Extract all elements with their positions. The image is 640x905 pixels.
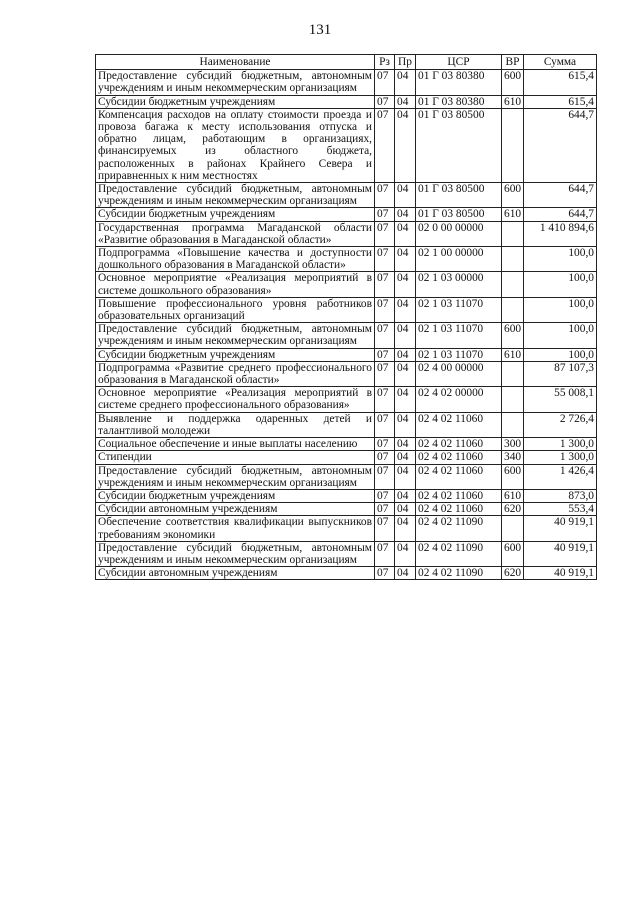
- row-sum: 2 726,4: [524, 412, 597, 437]
- row-rz: 07: [375, 221, 395, 246]
- row-vr: [502, 272, 524, 297]
- row-vr: [502, 247, 524, 272]
- row-name: Компенсация расходов на оплату стоимости проезда и провоза багажа к месту использования отпуска и обратно лицам, работающим в организациях, финансируемых из областного бюджета, расположенных в районах Крайнего Севера и приравненных к ним местностях: [96, 108, 375, 182]
- row-rz: 07: [375, 208, 395, 221]
- row-pr: 04: [395, 361, 416, 386]
- row-name: Основное мероприятие «Реализация мероприятий в системе среднего профессионального образования»: [96, 387, 375, 412]
- row-sum: 553,4: [524, 503, 597, 516]
- row-csr: 02 4 02 11060: [416, 503, 502, 516]
- row-csr: 02 0 00 00000: [416, 221, 502, 246]
- row-pr: 04: [395, 323, 416, 348]
- row-sum: 1 300,0: [524, 438, 597, 451]
- table-row: [96, 489, 597, 502]
- row-csr: 02 4 02 11090: [416, 541, 502, 566]
- row-csr: 02 4 02 11060: [416, 451, 502, 464]
- row-rz: 07: [375, 541, 395, 566]
- row-vr: [502, 297, 524, 322]
- table-row: [96, 464, 597, 489]
- row-rz: 07: [375, 323, 395, 348]
- row-sum: 615,4: [524, 95, 597, 108]
- row-vr: 610: [502, 348, 524, 361]
- row-csr: 02 4 02 11060: [416, 438, 502, 451]
- row-name: Социальное обеспечение и иные выплаты населению: [96, 438, 375, 451]
- row-sum: 644,7: [524, 208, 597, 221]
- table-row: [96, 348, 597, 361]
- row-vr: [502, 221, 524, 246]
- header-sum: Сумма: [524, 55, 597, 70]
- row-sum: 1 410 894,6: [524, 221, 597, 246]
- row-vr: 600: [502, 464, 524, 489]
- row-sum: 644,7: [524, 183, 597, 208]
- row-name: Стипендии: [96, 451, 375, 464]
- row-vr: [502, 361, 524, 386]
- row-rz: 07: [375, 108, 395, 182]
- row-csr: 02 4 02 11090: [416, 516, 502, 541]
- row-sum: 100,0: [524, 272, 597, 297]
- row-csr: 02 1 00 00000: [416, 247, 502, 272]
- row-name: Основное мероприятие «Реализация мероприятий в системе дошкольного образования»: [96, 272, 375, 297]
- row-sum: 100,0: [524, 297, 597, 322]
- row-pr: 04: [395, 387, 416, 412]
- row-pr: 04: [395, 348, 416, 361]
- row-vr: 600: [502, 323, 524, 348]
- table-row: [96, 108, 597, 182]
- row-name: Предоставление субсидий бюджетным, автономным учреждениям и иным некоммерческим организациям: [96, 183, 375, 208]
- row-pr: 04: [395, 272, 416, 297]
- row-sum: 40 919,1: [524, 541, 597, 566]
- row-vr: [502, 108, 524, 182]
- table-header-row: [96, 55, 597, 70]
- row-pr: 04: [395, 541, 416, 566]
- row-sum: 87 107,3: [524, 361, 597, 386]
- row-sum: 1 300,0: [524, 451, 597, 464]
- row-csr: 02 4 00 00000: [416, 361, 502, 386]
- row-rz: 07: [375, 387, 395, 412]
- row-rz: 07: [375, 297, 395, 322]
- row-name: Субсидии бюджетным учреждениям: [96, 208, 375, 221]
- row-sum: 644,7: [524, 108, 597, 182]
- row-pr: 04: [395, 489, 416, 502]
- row-pr: 04: [395, 464, 416, 489]
- table-row: [96, 70, 597, 95]
- table-row: [96, 95, 597, 108]
- row-csr: 02 4 02 11090: [416, 567, 502, 580]
- row-csr: 01 Г 03 80500: [416, 183, 502, 208]
- row-pr: 04: [395, 516, 416, 541]
- table-row: [96, 323, 597, 348]
- header-pr: Пр: [395, 55, 416, 70]
- row-pr: 04: [395, 567, 416, 580]
- row-name: Обеспечение соответствия квалификации выпускников требованиям экономики: [96, 516, 375, 541]
- row-csr: 01 Г 03 80380: [416, 95, 502, 108]
- header-rz: Рз: [375, 55, 395, 70]
- table-row: [96, 567, 597, 580]
- row-sum: 1 426,4: [524, 464, 597, 489]
- row-rz: 07: [375, 438, 395, 451]
- row-csr: 02 4 02 11060: [416, 464, 502, 489]
- table-row: [96, 272, 597, 297]
- row-name: Подпрограмма «Развитие среднего профессионального образования в Магаданской области»: [96, 361, 375, 386]
- row-pr: 04: [395, 108, 416, 182]
- row-name: Субсидии бюджетным учреждениям: [96, 348, 375, 361]
- row-name: Выявление и поддержка одаренных детей и талантливой молодежи: [96, 412, 375, 437]
- row-vr: 610: [502, 95, 524, 108]
- row-pr: 04: [395, 208, 416, 221]
- row-pr: 04: [395, 451, 416, 464]
- row-pr: 04: [395, 503, 416, 516]
- row-pr: 04: [395, 221, 416, 246]
- row-pr: 04: [395, 438, 416, 451]
- row-csr: 02 1 03 11070: [416, 323, 502, 348]
- row-name: Предоставление субсидий бюджетным, автономным учреждениям и иным некоммерческим организациям: [96, 70, 375, 95]
- table-row: [96, 183, 597, 208]
- budget-table: [95, 54, 597, 580]
- row-sum: 615,4: [524, 70, 597, 95]
- row-sum: 40 919,1: [524, 567, 597, 580]
- row-rz: 07: [375, 567, 395, 580]
- row-pr: 04: [395, 247, 416, 272]
- row-pr: 04: [395, 183, 416, 208]
- table-row: [96, 387, 597, 412]
- table-row: [96, 516, 597, 541]
- row-rz: 07: [375, 183, 395, 208]
- row-vr: [502, 387, 524, 412]
- row-name: Субсидии автономным учреждениям: [96, 567, 375, 580]
- row-vr: 340: [502, 451, 524, 464]
- row-rz: 07: [375, 70, 395, 95]
- row-csr: 01 Г 03 80500: [416, 208, 502, 221]
- table-row: [96, 451, 597, 464]
- row-sum: 100,0: [524, 247, 597, 272]
- table-row: [96, 297, 597, 322]
- row-csr: 02 1 03 11070: [416, 297, 502, 322]
- row-rz: 07: [375, 361, 395, 386]
- row-name: Субсидии бюджетным учреждениям: [96, 95, 375, 108]
- row-vr: 600: [502, 541, 524, 566]
- row-vr: 610: [502, 208, 524, 221]
- row-vr: 600: [502, 183, 524, 208]
- row-csr: 01 Г 03 80380: [416, 70, 502, 95]
- row-csr: 02 4 02 11060: [416, 489, 502, 502]
- table-row: [96, 541, 597, 566]
- row-vr: 300: [502, 438, 524, 451]
- row-csr: 01 Г 03 80500: [416, 108, 502, 182]
- row-vr: 620: [502, 567, 524, 580]
- row-sum: 40 919,1: [524, 516, 597, 541]
- row-name: Повышение профессионального уровня работников образовательных организаций: [96, 297, 375, 322]
- row-name: Государственная программа Магаданской области «Развитие образования в Магаданской области»: [96, 221, 375, 246]
- row-pr: 04: [395, 95, 416, 108]
- row-name: Предоставление субсидий бюджетным, автономным учреждениям и иным некоммерческим организациям: [96, 464, 375, 489]
- row-vr: 620: [502, 503, 524, 516]
- row-rz: 07: [375, 412, 395, 437]
- table-row: [96, 361, 597, 386]
- row-rz: 07: [375, 95, 395, 108]
- row-sum: 100,0: [524, 348, 597, 361]
- header-vr: ВР: [502, 55, 524, 70]
- header-name: Наименование: [96, 55, 375, 70]
- row-vr: 610: [502, 489, 524, 502]
- row-vr: [502, 516, 524, 541]
- table-row: [96, 412, 597, 437]
- header-csr: ЦСР: [416, 55, 502, 70]
- row-rz: 07: [375, 451, 395, 464]
- row-vr: 600: [502, 70, 524, 95]
- row-rz: 07: [375, 348, 395, 361]
- row-name: Субсидии бюджетным учреждениям: [96, 489, 375, 502]
- row-rz: 07: [375, 516, 395, 541]
- row-sum: 100,0: [524, 323, 597, 348]
- row-csr: 02 1 03 00000: [416, 272, 502, 297]
- table-row: [96, 247, 597, 272]
- row-pr: 04: [395, 412, 416, 437]
- row-vr: [502, 412, 524, 437]
- row-pr: 04: [395, 70, 416, 95]
- row-rz: 07: [375, 489, 395, 502]
- row-sum: 873,0: [524, 489, 597, 502]
- row-sum: 55 008,1: [524, 387, 597, 412]
- row-csr: 02 4 02 11060: [416, 412, 502, 437]
- page-number: 131: [308, 22, 332, 38]
- table-row: [96, 438, 597, 451]
- row-pr: 04: [395, 297, 416, 322]
- row-name: Предоставление субсидий бюджетным, автономным учреждениям и иным некоммерческим организациям: [96, 541, 375, 566]
- row-rz: 07: [375, 464, 395, 489]
- row-rz: 07: [375, 272, 395, 297]
- row-name: Субсидии автономным учреждениям: [96, 503, 375, 516]
- row-name: Предоставление субсидий бюджетным, автономным учреждениям и иным некоммерческим организациям: [96, 323, 375, 348]
- table-row: [96, 503, 597, 516]
- row-rz: 07: [375, 503, 395, 516]
- table-row: [96, 221, 597, 246]
- row-rz: 07: [375, 247, 395, 272]
- row-csr: 02 1 03 11070: [416, 348, 502, 361]
- table-row: [96, 208, 597, 221]
- row-name: Подпрограмма «Повышение качества и доступности дошкольного образования в Магаданской области»: [96, 247, 375, 272]
- row-csr: 02 4 02 00000: [416, 387, 502, 412]
